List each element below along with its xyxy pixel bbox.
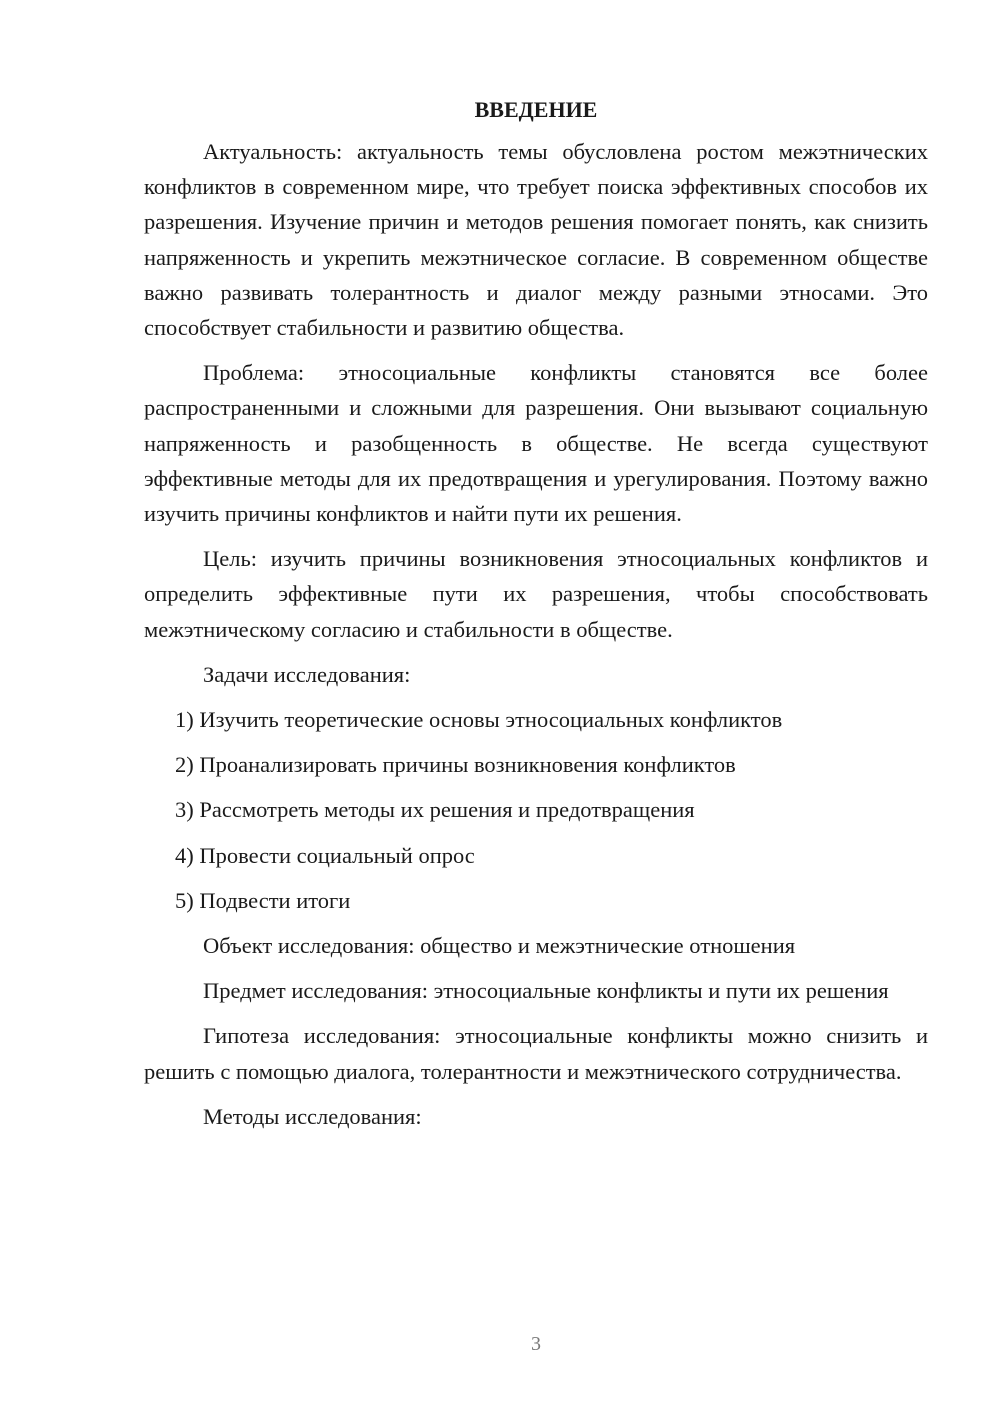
tasks-title: Задачи исследования: (203, 661, 411, 687)
research-object: Объект исследования: общество и межэтнические отношения (203, 933, 796, 959)
research-subject: Предмет исследования: этносоциальные конфликты и пути их решения (203, 978, 889, 1004)
methods-title: Методы исследования: (203, 1103, 422, 1129)
research-hypothesis: Гипотеза исследования: этносоциальные конфликты можно снизить и решить с помощью диалога, толерантности и межэтнического сотрудничества. (144, 1023, 928, 1084)
task-item: 2) Проанализировать причины возникновения конфликтов (175, 752, 736, 778)
document-page (144, 92, 928, 1144)
paragraph-goal: Цель: изучить причины возникновения этносоциальных конфликтов и определить эффективные пути их разрешения, чтобы способствовать межэтническому согласию и стабильности в обществе. (144, 546, 928, 642)
task-item: 3) Рассмотреть методы их решения и предотвращения (175, 797, 695, 823)
section-heading: ВВЕДЕНИЕ (474, 97, 598, 122)
task-item: 1) Изучить теоретические основы этносоциальных конфликтов (175, 707, 783, 733)
task-item: 4) Провести социальный опрос (175, 842, 475, 868)
page-number: 3 (531, 1333, 541, 1355)
paragraph-problem: Проблема: этносоциальные конфликты становятся все более распространенными и сложными для разрешения. Они вызывают социальную напряженность и разобщенность в обществе. Не всегда существуют эффективные методы для их предотвращения и урегулирования. Поэтому важно изучить причины конфликтов и найти пути их решения. (144, 360, 928, 527)
task-item: 5) Подвести итоги (175, 887, 351, 913)
paragraph-relevance: Актуальность: актуальность темы обусловлена ростом межэтнических конфликтов в современном мире, что требует поиска эффективных способов их разрешения. Изучение причин и методов решения помогает понять, как снизить напряженность и укрепить межэтническое согласие. В современном обществе важно развивать толерантность и диалог между разными этносами. Это способствует стабильности и развитию общества. (144, 139, 928, 341)
